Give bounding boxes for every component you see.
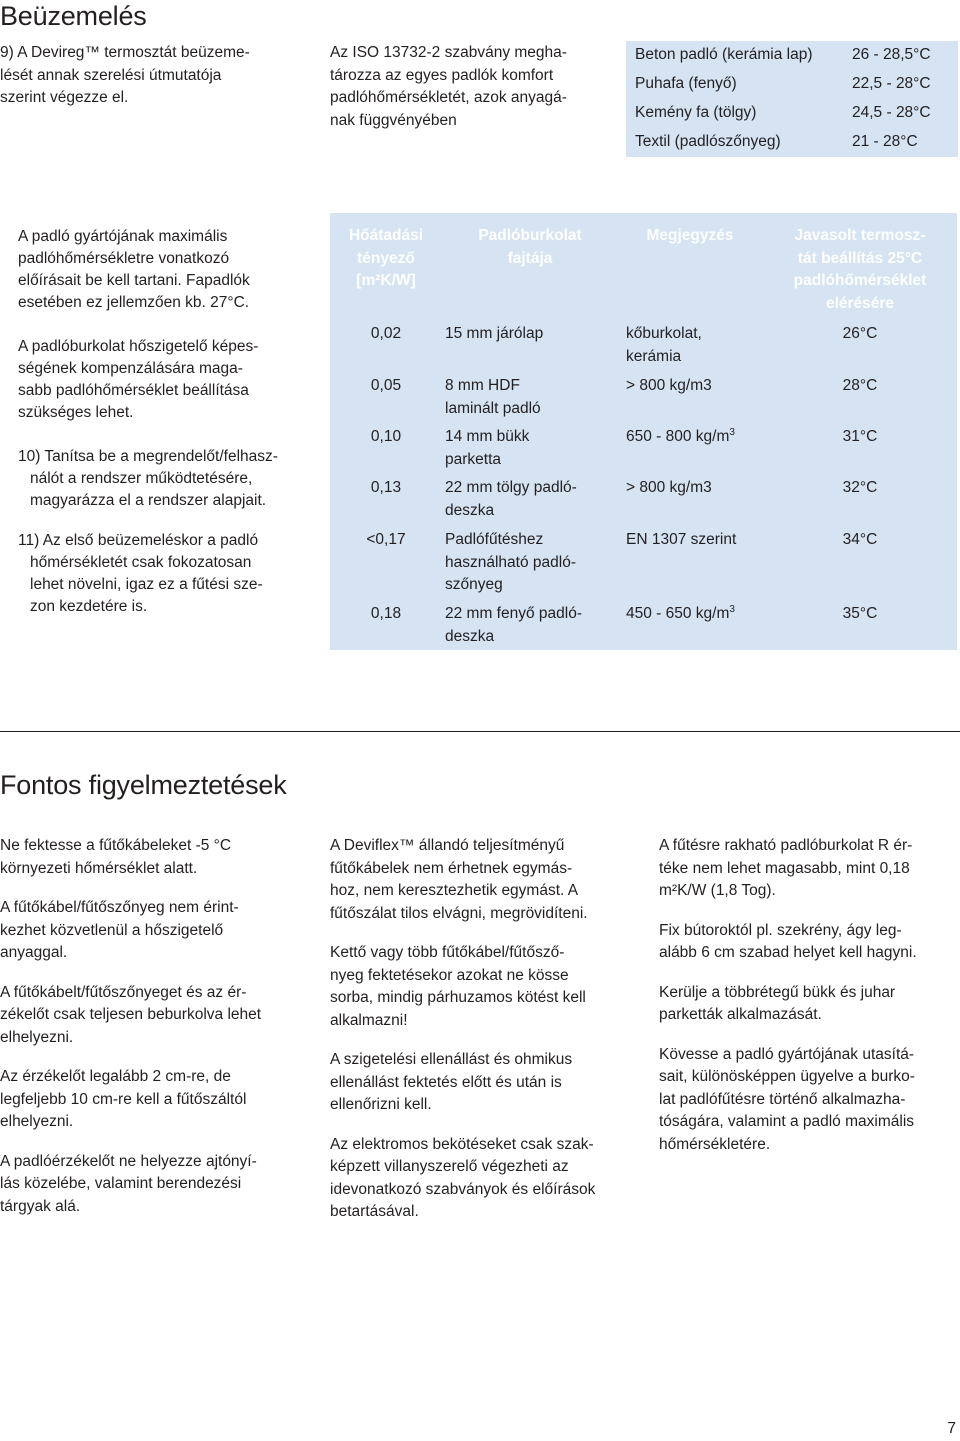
text-line: hőmérsékletére. (659, 1135, 771, 1153)
text-line: 10) Tanítsa be a megrendelőt/felhasz- (18, 448, 278, 465)
text-line: lehet növelni, igaz ez a fűtési sze- (30, 576, 263, 593)
text-line: szükséges lehet. (18, 404, 134, 421)
comfort-temperature-table (626, 41, 958, 157)
text-line: nak függvényében (330, 111, 457, 129)
section-title-beuzemeles: Beüzemelés (0, 1, 147, 31)
cell-line: > 800 kg/m3 (626, 479, 712, 496)
text-line: 11) Az első beüzemeléskor a padló (18, 532, 259, 549)
cell-setting: 26°C (842, 325, 878, 342)
text-line: Fix bútoroktól pl. szekrény, ágy leg- (659, 921, 902, 939)
text-line: Az érzékelőt legalább 2 cm-re, de (0, 1068, 231, 1085)
warning-paragraph (0, 982, 310, 1050)
cell-coefficient: 0,05 (370, 377, 402, 394)
note-paragraph (18, 336, 313, 424)
text-line: kezhet közvetlenül a hőszigetelő (0, 921, 224, 939)
text-line: elhelyezni. (0, 1113, 74, 1130)
warning-paragraph (659, 920, 960, 965)
note-paragraph (18, 226, 313, 314)
header-coefficient (330, 225, 442, 293)
text-line: padlóhőmérsékletre vonatkozó (18, 250, 230, 267)
text-line: magyarázza el a rendszer alapjait. (30, 492, 267, 509)
warning-paragraph (330, 835, 640, 925)
header-line: Padlóburkolat (478, 227, 582, 244)
section-divider (0, 731, 960, 732)
text-line: nyeg fektetésekor azokat ne kösse (330, 966, 569, 984)
header-line: tát beállítás 25°C (797, 249, 923, 267)
header-line: [m²K/W] (356, 272, 416, 289)
comfort-temp-cell: 24,5 - 28°C (852, 104, 931, 121)
text-line: A szigetelési ellenállást és ohmikus (330, 1051, 573, 1068)
note-paragraph (18, 446, 313, 512)
comfort-temp-cell: 22,5 - 28°C (852, 75, 931, 92)
header-line: Javasolt termosz- (794, 227, 926, 244)
cell-floor-type (445, 477, 577, 522)
text-line: A padlóérzékelőt ne helyezze ajtónyí- (0, 1152, 257, 1170)
header-floor-type (435, 225, 625, 270)
text-line: anyaggal. (0, 944, 68, 961)
cell-coefficient: 0,10 (370, 428, 402, 445)
text-line: előírásait be kell tartani. Fapadlók (18, 272, 250, 289)
warning-paragraph (0, 1066, 310, 1134)
header-line: tényező (357, 249, 415, 267)
text-line: betartásával. (330, 1203, 419, 1220)
text-line: A Deviflex™ állandó teljesítményű (330, 837, 565, 854)
cell-note (626, 323, 702, 368)
text-line: hoz, nem keresztezhetik egymást. A (330, 882, 579, 899)
text-line: fűtőkábelek nem érhetnek egymás- (330, 859, 573, 877)
cell-line: 14 mm bükk (445, 428, 530, 445)
header-line: Hőátadási (348, 227, 424, 244)
text-line: parketták alkalmazását. (659, 1006, 822, 1023)
text-line: m²K/W (1,8 Tog). (659, 882, 776, 899)
warning-paragraph (0, 897, 310, 965)
cell-line: kerámia (626, 347, 682, 365)
cell-setting: 35°C (842, 605, 878, 622)
text-line: A padló gyártójának maximális (18, 228, 228, 245)
cell-note (626, 477, 712, 500)
header-line: padlóhőmérséklet (793, 272, 927, 289)
cell-line: 15 mm járólap (445, 325, 544, 342)
cell-line: deszka (445, 501, 495, 519)
cell-line: deszka (445, 627, 495, 645)
warnings-column-2 (330, 835, 640, 1224)
text-line: fűtőszálat tilos elvágni, megrövidíteni. (330, 904, 588, 922)
cell-note (626, 603, 735, 626)
text-line: alkalmazni! (330, 1011, 408, 1029)
comfort-temp-cell: 21 - 28°C (852, 133, 918, 150)
cell-coefficient: 0,18 (370, 605, 402, 622)
section-title-warnings: Fontos figyelmeztetések (0, 770, 287, 800)
text-line: szerint végezze el. (0, 89, 129, 106)
text-line: Az elektromos bekötéseket csak szak- (330, 1135, 594, 1153)
cell-line: 22 mm tölgy padló- (445, 479, 577, 496)
intro-middle-paragraph (330, 42, 610, 132)
cell-setting: 28°C (842, 377, 878, 394)
text-line: Ne fektesse a fűtőkábeleket -5 °C (0, 837, 232, 854)
text-line: zékelőt csak teljesen beburkolva lehet (0, 1006, 262, 1023)
warning-paragraph (659, 982, 960, 1027)
text-line: ellenőrizni kell. (330, 1096, 432, 1113)
warning-paragraph (659, 1044, 960, 1157)
cell-line: 450 - 650 kg/m (626, 605, 730, 622)
warning-paragraph (330, 1049, 640, 1117)
text-line: A padlóburkolat hőszigetelő képes- (18, 338, 259, 355)
header-thermostat-setting (770, 225, 950, 315)
text-line: sait, különösképpen ügyelve a burko- (659, 1068, 915, 1085)
warning-paragraph (0, 835, 310, 880)
header-line: elérésére (825, 294, 895, 312)
warning-paragraph (330, 1134, 640, 1224)
cell-coefficient: <0,17 (366, 531, 406, 548)
text-line: A fűtőkábelt/fűtőszőnyeget és az ér- (0, 983, 247, 1001)
cell-coefficient: 0,02 (370, 325, 402, 342)
text-line: 9) A Devireg™ termosztát beüzeme- (0, 44, 250, 61)
text-line: A fűtőkábel/fűtőszőnyeg nem érint- (0, 899, 239, 916)
header-note: Megjegyzés (646, 227, 734, 244)
cell-floor-type (445, 529, 576, 597)
text-line: Kerülje a többrétegű bükk és juhar (659, 983, 896, 1001)
text-line: lését annak szerelési útmutatója (0, 66, 222, 84)
comfort-floor-cell: Kemény fa (tölgy) (635, 104, 757, 121)
cell-line: kőburkolat, (626, 325, 702, 342)
text-line: tóságára, valamint a padló maximális (659, 1113, 915, 1130)
text-line: alább 6 cm szabad helyet kell hagyni. (659, 944, 917, 961)
text-line: idevonatkozó szabványok és előírások (330, 1180, 596, 1198)
cell-line: 650 - 800 kg/m (626, 428, 730, 445)
cell-note (626, 375, 712, 398)
text-line: Kövesse a padló gyártójának utasítá- (659, 1045, 915, 1063)
text-line: képzett villanyszerelő végezheti az (330, 1158, 569, 1175)
text-line: sabb padlóhőmérséklet beállítása (18, 382, 249, 399)
cell-setting: 31°C (842, 428, 878, 445)
text-line: padlóhőmérsékletét, azok anyagá- (330, 89, 567, 106)
superscript: 3 (729, 426, 735, 438)
text-line: hőmérsékletét csak fokozatosan (30, 554, 252, 571)
cell-note (626, 529, 736, 552)
cell-line: szőnyeg (445, 576, 503, 593)
warning-paragraph (330, 942, 640, 1032)
text-line: tározza az egyes padlók komfort (330, 66, 554, 84)
header-line: fajtája (507, 249, 553, 267)
text-line: ségének kompenzálására maga- (18, 360, 243, 377)
cell-line: 22 mm fenyő padló- (445, 605, 582, 622)
text-line: lás közelébe, valamint berendezési (0, 1175, 242, 1192)
text-line: legfeljebb 10 cm-re kell a fűtőszáltól (0, 1090, 247, 1108)
cell-floor-type (445, 375, 541, 420)
cell-setting: 32°C (842, 479, 878, 496)
cell-floor-type (445, 603, 582, 648)
text-line: zon kezdetére is. (30, 598, 148, 615)
comfort-floor-cell: Beton padló (kerámia lap) (635, 46, 813, 63)
comfort-temp-cell: 26 - 28,5°C (852, 46, 931, 63)
text-line: Az ISO 13732-2 szabvány megha- (330, 44, 567, 61)
text-line: környezeti hőmérséklet alatt. (0, 859, 198, 877)
text-line: téke nem lehet magasabb, mint 0,18 (659, 859, 910, 877)
cell-note (626, 426, 735, 449)
text-line: A fűtésre rakható padlóburkolat R ér- (659, 837, 913, 854)
text-line: nálót a rendszer működtetésére, (30, 470, 253, 487)
cell-coefficient: 0,13 (370, 479, 402, 496)
floor-resistance-table (330, 213, 957, 650)
page-number: 7 (947, 1420, 956, 1437)
cell-line: EN 1307 szerint (626, 531, 737, 548)
superscript: 3 (729, 603, 735, 615)
intro-left-paragraph (0, 42, 300, 110)
cell-line: laminált padló (445, 399, 541, 417)
warning-paragraph (659, 835, 960, 903)
text-line: tárgyak alá. (0, 1197, 81, 1215)
text-line: sorba, mindig párhuzamos kötést kell (330, 989, 586, 1006)
cell-floor-type (445, 323, 543, 346)
text-line: elhelyezni. (0, 1028, 74, 1046)
cell-line: parketta (445, 450, 502, 468)
comfort-floor-cell: Puhafa (fenyő) (635, 75, 737, 92)
cell-line: használható padló- (445, 553, 576, 571)
warnings-column-3 (659, 835, 960, 1156)
warnings-column-1 (0, 835, 310, 1218)
text-line: esetében ez jellemzően kb. 27°C. (18, 294, 250, 311)
cell-line: Padlófűtéshez (445, 531, 544, 548)
note-paragraph (18, 530, 313, 618)
text-line: Kettő vagy több fűtőkábel/fűtősző- (330, 944, 565, 961)
cell-floor-type (445, 426, 529, 471)
text-line: ellenállást fektetés előtt és után is (330, 1073, 562, 1091)
warning-paragraph (0, 1151, 310, 1219)
cell-line: 8 mm HDF (445, 377, 520, 394)
comfort-floor-cell: Textil (padlószőnyeg) (635, 133, 781, 150)
cell-line: > 800 kg/m3 (626, 377, 712, 394)
left-notes (18, 226, 313, 618)
text-line: lat padlófűtésre történő alkalmazha- (659, 1090, 906, 1108)
cell-setting: 34°C (842, 531, 878, 548)
